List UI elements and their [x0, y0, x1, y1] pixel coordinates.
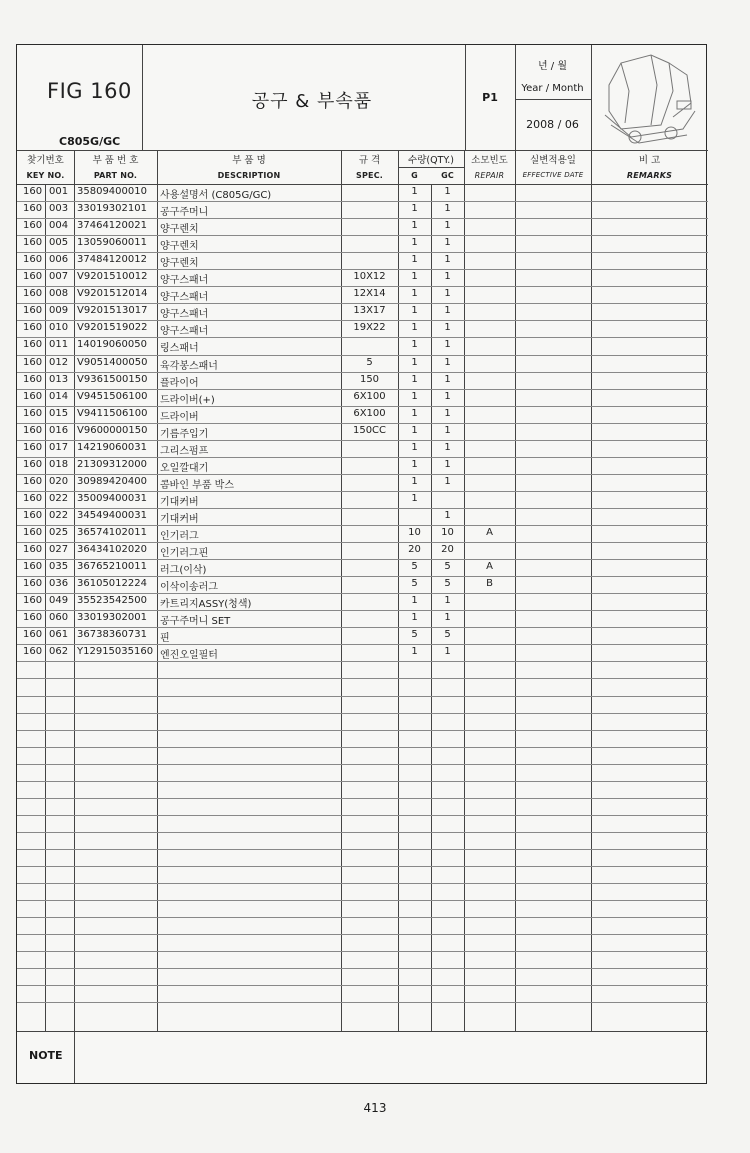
- key-cell: 008: [49, 288, 69, 300]
- qty-gc-cell: 1: [444, 612, 451, 624]
- table-row: [17, 235, 708, 252]
- spec-cell: 12X14: [353, 288, 386, 300]
- qty-g-cell: 1: [411, 203, 418, 215]
- key-cell: 049: [49, 595, 69, 607]
- qty-g-cell: 5: [411, 561, 418, 573]
- table-row: [17, 542, 708, 559]
- repair-cell: A: [486, 561, 493, 573]
- fig-cell: 160: [23, 220, 43, 232]
- qty-gc-cell: 1: [444, 186, 451, 197]
- qty-gc-cell: 1: [444, 271, 451, 283]
- key-cell: 005: [49, 237, 69, 249]
- col-header-remarks-ko: 비 고: [638, 155, 661, 166]
- description-cell: 양구스패너: [160, 309, 209, 321]
- table-row: [17, 320, 708, 337]
- qty-gc-cell: 1: [444, 458, 451, 470]
- description-cell: 카트리지ASSY(청색): [160, 599, 252, 611]
- qty-g-cell: 1: [411, 254, 418, 266]
- year-month-label-en: Year / Month: [521, 83, 584, 94]
- table-row: [17, 627, 708, 644]
- table-row: [17, 491, 708, 508]
- part-no-cell: 36434102020: [77, 544, 147, 556]
- part-no-cell: V9411506100: [77, 407, 148, 419]
- part-no-cell: V9361500150: [77, 373, 148, 385]
- spec-cell: 10X12: [353, 271, 386, 283]
- qty-gc-cell: 1: [444, 288, 451, 300]
- qty-gc-cell: 1: [444, 373, 451, 385]
- fig-cell: 160: [23, 373, 43, 385]
- table-row: [17, 252, 708, 269]
- fig-cell: 160: [23, 271, 43, 283]
- fig-cell: 160: [23, 424, 43, 436]
- fig-cell: 160: [23, 527, 43, 538]
- description-cell: 드라이버(+): [160, 394, 215, 406]
- table-row: [17, 201, 708, 218]
- key-cell: 004: [49, 220, 69, 232]
- qty-g-cell: 1: [411, 339, 418, 351]
- table-row: [17, 474, 708, 491]
- key-cell: 025: [49, 527, 69, 538]
- spec-cell: 150CC: [352, 424, 387, 436]
- description-cell: 공구주머니 SET: [160, 616, 231, 628]
- table-row: [17, 406, 708, 423]
- key-cell: 011: [49, 339, 69, 351]
- description-cell: 공구주머니: [160, 207, 209, 219]
- description-cell: 사용설명서 (C805G/GC): [160, 190, 272, 201]
- note-label: NOTE: [29, 1049, 63, 1062]
- description-cell: 인기러그핀: [160, 548, 209, 560]
- description-cell: 드라이버: [160, 411, 199, 423]
- qty-gc-cell: 5: [444, 561, 451, 573]
- part-no-cell: Y12915035160: [77, 646, 154, 658]
- part-no-cell: 13059060011: [77, 237, 147, 249]
- description-cell: 오일깔대기: [160, 462, 209, 474]
- spec-cell: 13X17: [353, 305, 386, 317]
- qty-gc-cell: 1: [444, 305, 451, 317]
- harvester-logo-icon: [591, 45, 708, 150]
- key-cell: 027: [49, 544, 69, 556]
- table-row: [17, 457, 708, 474]
- fig-cell: 160: [23, 509, 43, 521]
- fig-cell: 160: [23, 356, 43, 368]
- part-no-cell: 36105012224: [77, 578, 147, 590]
- qty-g-cell: 10: [408, 527, 421, 538]
- part-no-cell: 30989420400: [77, 475, 147, 487]
- spec-cell: 6X100: [353, 407, 386, 419]
- fig-cell: 160: [23, 441, 43, 453]
- description-cell: 링스패너: [160, 343, 199, 355]
- key-cell: 022: [49, 492, 69, 504]
- qty-gc-cell: 20: [441, 544, 454, 556]
- part-no-cell: V9201512014: [77, 288, 148, 300]
- key-cell: 060: [49, 612, 69, 624]
- figure-number: FIG 160: [47, 79, 132, 103]
- col-header-spec-ko: 규 격: [358, 155, 381, 166]
- qty-g-cell: 1: [411, 322, 418, 334]
- key-cell: 015: [49, 407, 69, 419]
- col-header-repair-en: REPAIR: [474, 171, 505, 180]
- table-row: [17, 303, 708, 320]
- part-no-cell: 36765210011: [77, 561, 147, 573]
- table-row: [17, 559, 708, 576]
- col-header-part-ko: 부 품 번 호: [92, 155, 139, 166]
- description-cell: 러그(이삭): [160, 565, 207, 577]
- part-no-cell: 33019302001: [77, 612, 147, 624]
- fig-cell: 160: [23, 186, 43, 197]
- qty-gc-cell: 1: [444, 509, 451, 521]
- description-cell: 콤바인 부품 박스: [160, 479, 234, 491]
- key-cell: 012: [49, 356, 69, 368]
- qty-g-cell: 1: [411, 595, 418, 607]
- description-cell: 핀: [160, 633, 170, 645]
- part-no-cell: 14019060050: [77, 339, 147, 351]
- col-header-repair-ko: 소모빈도: [471, 155, 508, 166]
- fig-cell: 160: [23, 578, 43, 590]
- description-cell: 양구스패너: [160, 326, 209, 338]
- key-cell: 061: [49, 629, 69, 641]
- part-no-cell: 14219060031: [77, 441, 147, 453]
- col-header-key-ko: 찾기번호: [27, 155, 64, 166]
- part-no-cell: 37464120021: [77, 220, 147, 232]
- part-no-cell: 35009400031: [77, 492, 147, 504]
- table-row: [17, 508, 708, 525]
- qty-g-cell: 1: [411, 237, 418, 249]
- part-no-cell: V9451506100: [77, 390, 148, 402]
- fig-cell: 160: [23, 561, 43, 573]
- parts-list-frame: [16, 44, 707, 1084]
- spec-cell: 150: [359, 373, 380, 385]
- col-header-date-en: EFFECTIVE DATE: [522, 171, 584, 179]
- description-cell: 그리스펌프: [160, 445, 209, 457]
- table-row: [17, 218, 708, 235]
- table-row: [17, 355, 708, 372]
- repair-cell: B: [486, 578, 493, 590]
- col-header-remarks-en: REMARKS: [626, 171, 673, 180]
- qty-gc-cell: 5: [444, 578, 451, 590]
- key-cell: 036: [49, 578, 69, 590]
- part-no-cell: 21309312000: [77, 458, 147, 470]
- key-cell: 009: [49, 305, 69, 317]
- qty-g-cell: 20: [408, 544, 421, 556]
- key-cell: 035: [49, 561, 69, 573]
- qty-gc-cell: 1: [444, 322, 451, 334]
- part-no-cell: V9201510012: [77, 271, 148, 283]
- table-row: [17, 610, 708, 627]
- qty-gc-cell: 1: [444, 254, 451, 266]
- col-header-date-ko: 실변적용일: [530, 155, 576, 166]
- qty-gc-cell: 1: [444, 237, 451, 249]
- description-cell: 양구스패너: [160, 275, 209, 287]
- fig-cell: 160: [23, 595, 43, 607]
- spec-cell: 19X22: [353, 322, 386, 334]
- qty-g-cell: 1: [411, 612, 418, 624]
- fig-cell: 160: [23, 475, 43, 487]
- fig-cell: 160: [23, 390, 43, 402]
- description-cell: 양구스패너: [160, 292, 209, 304]
- year-month-label-ko: 년 / 월: [537, 61, 568, 72]
- key-cell: 001: [49, 186, 69, 197]
- part-no-cell: 33019302101: [77, 203, 147, 215]
- key-cell: 010: [49, 322, 69, 334]
- col-header-spec-en: SPEC.: [356, 171, 383, 180]
- fig-cell: 160: [23, 254, 43, 266]
- table-row: [17, 269, 708, 286]
- qty-g-cell: 1: [411, 373, 418, 385]
- qty-g-cell: 1: [411, 458, 418, 470]
- fig-cell: 160: [23, 407, 43, 419]
- description-cell: 이삭이송러그: [160, 582, 218, 594]
- description-cell: 양구렌치: [160, 224, 199, 236]
- key-cell: 018: [49, 458, 69, 470]
- fig-cell: 160: [23, 203, 43, 215]
- fig-cell: 160: [23, 629, 43, 641]
- table-row: [17, 184, 708, 201]
- table-row: [17, 525, 708, 542]
- revision-date: 2008 / 06: [526, 118, 579, 131]
- qty-gc-cell: 1: [444, 220, 451, 232]
- table-row: [17, 593, 708, 610]
- qty-gc-cell: 1: [444, 441, 451, 453]
- qty-gc-cell: 1: [444, 646, 451, 658]
- qty-g-cell: 1: [411, 390, 418, 402]
- description-cell: 엔진오일필터: [160, 650, 218, 662]
- part-no-cell: 35809400010: [77, 186, 147, 197]
- part-no-cell: V9600000150: [77, 424, 148, 436]
- key-cell: 022: [49, 509, 69, 521]
- fig-cell: 160: [23, 612, 43, 624]
- table-row: [17, 644, 708, 661]
- part-no-cell: 36738360731: [77, 629, 147, 641]
- fig-cell: 160: [23, 339, 43, 351]
- part-no-cell: V9201513017: [77, 305, 148, 317]
- qty-g-cell: 5: [411, 629, 418, 641]
- fig-cell: 160: [23, 237, 43, 249]
- key-cell: 020: [49, 475, 69, 487]
- fig-cell: 160: [23, 288, 43, 300]
- key-cell: 013: [49, 373, 69, 385]
- qty-gc-cell: 1: [444, 475, 451, 487]
- page-number: 413: [363, 1101, 387, 1115]
- key-cell: 007: [49, 271, 69, 283]
- part-no-cell: 35523542500: [77, 595, 147, 607]
- qty-g-cell: 1: [411, 424, 418, 436]
- fig-cell: 160: [23, 646, 43, 658]
- qty-gc-cell: 5: [444, 629, 451, 641]
- qty-gc-cell: 1: [444, 407, 451, 419]
- qty-g-cell: 1: [411, 441, 418, 453]
- repair-cell: A: [486, 527, 493, 538]
- fig-cell: 160: [23, 458, 43, 470]
- key-cell: 016: [49, 424, 69, 436]
- fig-cell: 160: [23, 492, 43, 504]
- fig-cell: 160: [23, 322, 43, 334]
- key-cell: 017: [49, 441, 69, 453]
- qty-gc-cell: 1: [444, 339, 451, 351]
- part-no-cell: 37484120012: [77, 254, 147, 266]
- qty-g-cell: 5: [411, 578, 418, 590]
- col-header-part-en: PART NO.: [93, 171, 138, 180]
- qty-g-cell: 1: [411, 186, 418, 197]
- col-header-desc-en: DESCRIPTION: [217, 171, 281, 180]
- section-title: 공구 & 부속품: [251, 91, 373, 112]
- qty-g-cell: 1: [411, 220, 418, 232]
- col-header-desc-ko: 부 품 명: [232, 155, 266, 166]
- part-no-cell: 34549400031: [77, 509, 147, 521]
- part-no-cell: V9201519022: [77, 322, 148, 334]
- table-row: [17, 389, 708, 406]
- description-cell: 양구렌치: [160, 258, 199, 270]
- col-header-key-en: KEY NO.: [26, 171, 65, 180]
- qty-gc-cell: 1: [444, 390, 451, 402]
- description-cell: 인기러그: [160, 531, 199, 542]
- table-row: [17, 576, 708, 593]
- fig-cell: 160: [23, 305, 43, 317]
- qty-g-cell: 1: [411, 492, 418, 504]
- spec-cell: 5: [366, 356, 373, 368]
- spec-cell: 6X100: [353, 390, 386, 402]
- table-row: [17, 423, 708, 440]
- model-code: C805G/GC: [59, 135, 121, 148]
- qty-gc-cell: 1: [444, 203, 451, 215]
- description-cell: 육각봉스패너: [160, 360, 218, 372]
- table-row: [17, 372, 708, 389]
- part-no-cell: 36574102011: [77, 527, 147, 538]
- description-cell: 기름주입기: [160, 428, 209, 440]
- qty-g-cell: 1: [411, 356, 418, 368]
- key-cell: 014: [49, 390, 69, 402]
- part-no-cell: V9051400050: [77, 356, 148, 368]
- table-row: [17, 337, 708, 354]
- fig-cell: 160: [23, 544, 43, 556]
- key-cell: 062: [49, 646, 69, 658]
- qty-gc-cell: 1: [444, 424, 451, 436]
- description-cell: 플라이어: [160, 377, 199, 389]
- key-cell: 006: [49, 254, 69, 266]
- qty-gc-cell: 1: [444, 595, 451, 607]
- description-cell: 기대커버: [160, 496, 199, 508]
- qty-g-cell: 1: [411, 305, 418, 317]
- qty-gc-cell: 10: [441, 527, 454, 538]
- description-cell: 양구렌치: [160, 241, 199, 253]
- qty-g-cell: 1: [411, 407, 418, 419]
- description-cell: 기대커버: [160, 513, 199, 525]
- qty-g-cell: 1: [411, 288, 418, 300]
- qty-gc-cell: 1: [444, 356, 451, 368]
- table-row: [17, 440, 708, 457]
- table-row: [17, 286, 708, 303]
- qty-g-cell: 1: [411, 475, 418, 487]
- key-cell: 003: [49, 203, 69, 215]
- col-header-qty-gc: GC: [441, 171, 454, 180]
- col-header-qty-g: G: [411, 171, 418, 180]
- col-header-qty: 수량(QTY.): [408, 155, 454, 166]
- page-code: P1: [482, 91, 498, 104]
- qty-g-cell: 1: [411, 646, 418, 658]
- qty-g-cell: 1: [411, 271, 418, 283]
